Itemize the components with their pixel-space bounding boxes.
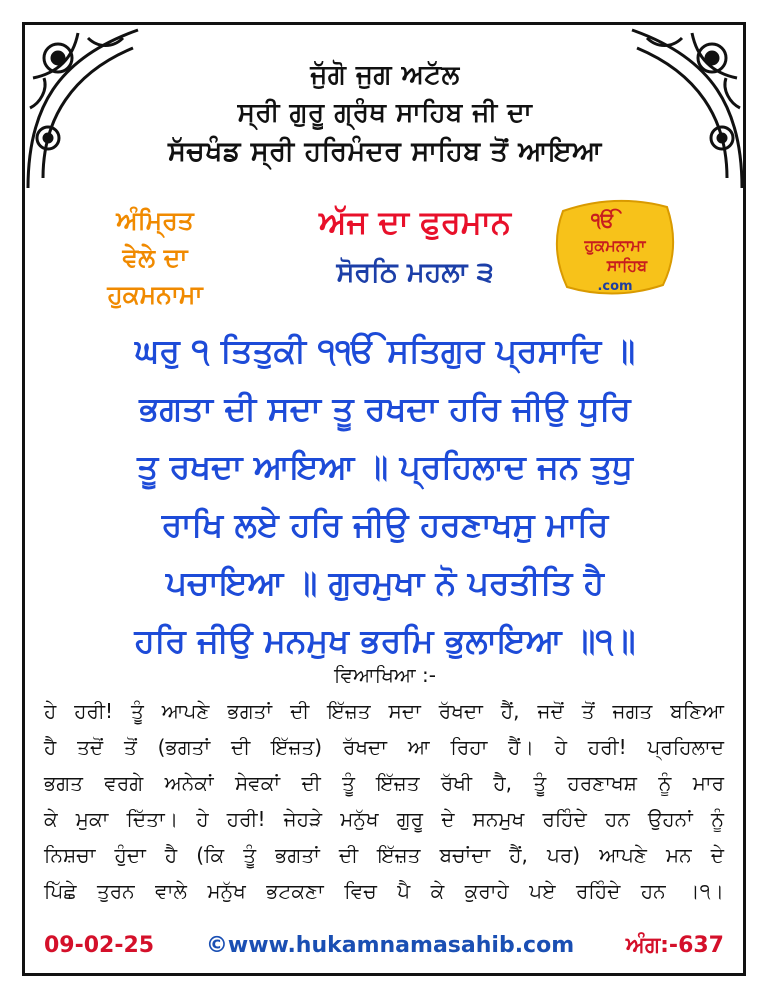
ang-number: ਅੰਗ:-637 bbox=[625, 932, 724, 958]
logo-line-3: .com bbox=[597, 279, 633, 294]
gurbani-line: ਰਾਖਿ ਲਏ ਹਰਿ ਜੀਉ ਹਰਣਾਖਸੁ ਮਾਰਿ bbox=[161, 505, 609, 544]
logo-symbol: ੴ bbox=[591, 208, 616, 232]
side-title-line-1: ਅੰਮ੍ਰਿਤ bbox=[116, 206, 194, 235]
amrit-vele-title bbox=[70, 202, 240, 313]
gurbani-line: ਤੂ ਰਖਦਾ ਆਇਆ ॥ ਪ੍ਰਹਿਲਾਦ ਜਨ ਤੁਧੁ bbox=[137, 447, 633, 486]
translation-line: ਪਿੱਛੇ ਤੁਰਨ ਵਾਲੇ ਮਨੁੱਖ ਭਟਕਣਾ ਵਿਚ ਪੈ ਕੇ ਕੁਰਾਹੇ ਪਏ ਰਹਿੰਦੇ ਹਨ ।੧। bbox=[44, 879, 724, 903]
vyakhya-heading: ਵਿਆਖਿਆ :- bbox=[334, 663, 436, 687]
gurbani-line: ਭਗਤਾ ਦੀ ਸਦਾ ਤੂ ਰਖਦਾ ਹਰਿ ਜੀਉ ਧੁਰਿ bbox=[139, 389, 631, 428]
gurbani-line: ਹਰਿ ਜੀਉ ਮਨਮੁਖ ਭਰਮਿ ਭੁਲਾਇਆ ॥੧॥ bbox=[134, 621, 636, 660]
translation-line: ਭਗਤ ਵਰਗੇ ਅਨੇਕਾਂ ਸੇਵਕਾਂ ਦੀ ਤੂੰ ਇੱਜ਼ਤ ਰੱਖੀ ਹੈ, ਤੂੰ ਹਰਣਾਖਸ਼ ਨੂੰ ਮਾਰ bbox=[44, 771, 724, 795]
translation-line: ਹੈ ਤਦੋਂ ਤੋਂ (ਭਗਤਾਂ ਦੀ ਇੱਜ਼ਤ) ਰੱਖਦਾ ਆ ਰਿਹਾ ਹੈਂ। ਹੇ ਹਰੀ! ਪ੍ਰਹਿਲਾਦ bbox=[44, 735, 724, 759]
hukamnama-sahib-logo bbox=[545, 193, 685, 303]
header-line-3: ਸੱਚਖੰਡ ਸ੍ਰੀ ਹਰਿਮੰਦਰ ਸਾਹਿਬ ਤੋਂ ਆਇਆ bbox=[168, 136, 602, 167]
main-title: ਅੱਜ ਦਾ ਫੁਰਮਾਨ bbox=[319, 203, 511, 241]
gurbani-line: ਘਰੁ ੧ ਤਿਤੁਕੀ ੧ੴ ਸਤਿਗੁਰ ਪ੍ਰਸਾਦਿ ॥ bbox=[134, 331, 636, 370]
translation-line: ਨਿਸ਼ਚਾ ਹੁੰਦਾ ਹੈ (ਕਿ ਤੂੰ ਭਗਤਾਂ ਦੀ ਇੱਜ਼ਤ ਬਚਾਂਦਾ ਹੈਂ, ਪਰ) ਆਪਣੇ ਮਨ ਦੇ bbox=[44, 843, 724, 867]
date-label: 09-02-25 bbox=[44, 932, 155, 958]
website-link[interactable]: ©www.hukamnamasahib.com bbox=[205, 932, 575, 958]
gurbani-line: ਪਚਾਇਆ ॥ ਗੁਰਮੁਖਾ ਨੋ ਪਰਤੀਤਿ ਹੈ bbox=[165, 563, 605, 602]
side-title-line-2: ਵੇਲੇ ਦਾ bbox=[122, 243, 188, 272]
gurbani-shabad bbox=[0, 322, 770, 670]
raag-heading: ਸੋਰਠਿ ਮਹਲਾ ੩ bbox=[336, 257, 494, 288]
logo-line-1: ਹੁਕਮਨਾਮਾ bbox=[584, 236, 646, 255]
translation-line: ਕੇ ਮੁਕਾ ਦਿੱਤਾ। ਹੇ ਹਰੀ! ਜੇਹੜੇ ਮਨੁੱਖ ਗੁਰੂ ਦੇ ਸਨਮੁਖ ਰਹਿੰਦੇ ਹਨ ਉਹਨਾਂ ਨੂੰ bbox=[44, 807, 724, 831]
footer-bar bbox=[44, 928, 724, 962]
header-line-2: ਸ੍ਰੀ ਗੁਰੂ ਗ੍ਰੰਥ ਸਾਹਿਬ ਜੀ ਦਾ bbox=[237, 98, 533, 128]
translation-line: ਹੇ ਹਰੀ! ਤੂੰ ਆਪਣੇ ਭਗਤਾਂ ਦੀ ਇੱਜ਼ਤ ਸਦਾ ਰੱਖਦਾ ਹੈਂ, ਜਦੋਂ ਤੋਂ ਜਗਤ ਬਣਿਆ bbox=[44, 699, 724, 723]
logo-line-2: ਸਾਹਿਬ bbox=[606, 256, 648, 275]
header-line-1: ਜੁੱਗੋ ਜੁਗ ਅਟੱਲ bbox=[310, 60, 460, 90]
side-title-line-3: ਹੁਕਮਨਾਮਾ bbox=[107, 280, 203, 309]
translation-text bbox=[44, 693, 724, 909]
